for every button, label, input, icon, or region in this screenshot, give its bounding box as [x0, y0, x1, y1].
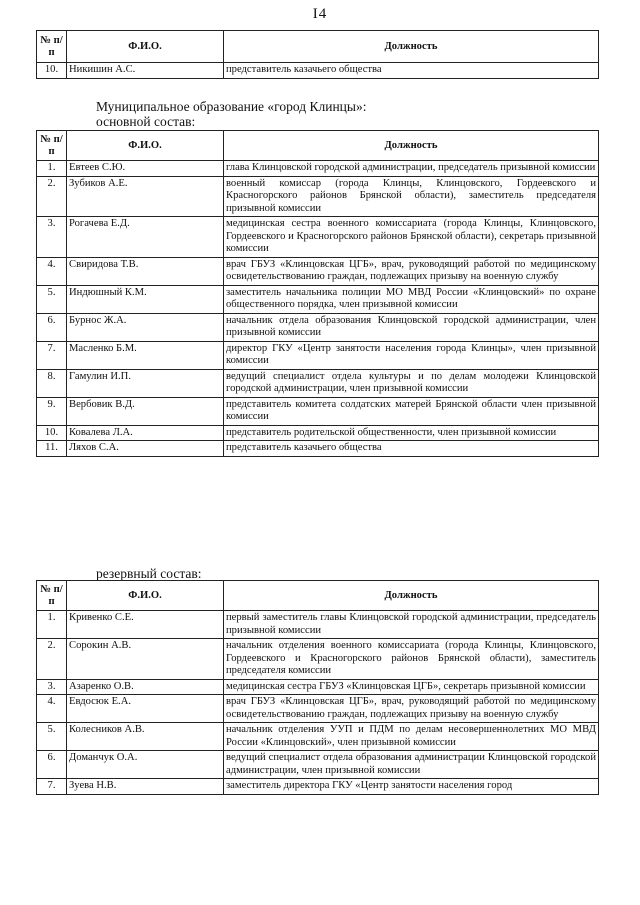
- table-row: [37, 751, 599, 779]
- header-position: Должность: [224, 581, 599, 611]
- row-num: 10.: [37, 425, 67, 441]
- row-position: медицинская сестра военного комиссариата (города Клинцы, Клинцовского, Гордеевского и Красногорского районов Брянской области), секретарь призывной комиссии: [224, 217, 599, 258]
- row-num: 4.: [37, 695, 67, 723]
- row-position: начальник отделения УУП и ПДМ по делам несовершеннолетних МО МВД России «Клинцовский», член призывной комиссии: [224, 723, 599, 751]
- header-position: Должность: [224, 31, 599, 63]
- row-name: Индюшный К.М.: [67, 285, 224, 313]
- table-header-row: [37, 581, 599, 611]
- row-position: начальник отдела образования Клинцовской городской администрации, член призывной комиссии: [224, 313, 599, 341]
- table-header-row: [37, 31, 599, 63]
- row-position: ведущий специалист отдела образования администрации Клинцовской городской администрации, член призывной комиссии: [224, 751, 599, 779]
- row-name: Никишин А.С.: [67, 63, 224, 79]
- table-row: [37, 441, 599, 457]
- table-row: [37, 611, 599, 639]
- table-reserve-composition: [36, 580, 599, 795]
- row-position: военный комиссар (города Клинцы, Клинцовского, Гордеевского и Красногорского районов Брянской области), заместитель председателя призывной комиссии: [224, 176, 599, 217]
- row-position: заместитель начальника полиции МО МВД России «Клинцовский» по охране общественного порядка, член призывной комиссии: [224, 285, 599, 313]
- table-row: [37, 723, 599, 751]
- header-position: Должность: [224, 131, 599, 161]
- row-num: 1.: [37, 161, 67, 177]
- table-row: [37, 257, 599, 285]
- table-row: [37, 63, 599, 79]
- row-position: директор ГКУ «Центр занятости населения города Клинцы», член призывной комиссии: [224, 341, 599, 369]
- row-name: Доманчук О.А.: [67, 751, 224, 779]
- row-num: 7.: [37, 779, 67, 795]
- header-name: Ф.И.О.: [67, 31, 224, 63]
- page-number: I4: [312, 6, 328, 22]
- header-num: № п/п: [37, 31, 67, 63]
- header-name: Ф.И.О.: [67, 581, 224, 611]
- row-name: Свиридова Т.В.: [67, 257, 224, 285]
- table-row: [37, 639, 599, 680]
- row-name: Ковалева Л.А.: [67, 425, 224, 441]
- table-row: [37, 161, 599, 177]
- table-row: [37, 176, 599, 217]
- header-num: № п/п: [37, 581, 67, 611]
- row-name: Кривенко С.Е.: [67, 611, 224, 639]
- row-name: Колесников А.В.: [67, 723, 224, 751]
- table-row: [37, 695, 599, 723]
- table-row: [37, 679, 599, 695]
- table-continuation: [36, 30, 599, 79]
- row-name: Евдосюк Е.А.: [67, 695, 224, 723]
- table-row: [37, 397, 599, 425]
- row-position: начальник отделения военного комиссариата (города Клинцы, Клинцовского, Гордеевского и Красногорского районов Брянской области), заместитель председателя комиссии: [224, 639, 599, 680]
- table-row: [37, 425, 599, 441]
- row-name: Азаренко О.В.: [67, 679, 224, 695]
- row-num: 4.: [37, 257, 67, 285]
- heading-line-2: основной состав:: [96, 114, 196, 129]
- table-row: [37, 779, 599, 795]
- table-header-row: [37, 131, 599, 161]
- row-num: 2.: [37, 639, 67, 680]
- table-main-composition: [36, 130, 599, 457]
- row-name: Зуева Н.В.: [67, 779, 224, 795]
- row-num: 5.: [37, 723, 67, 751]
- row-num: 11.: [37, 441, 67, 457]
- row-position: представитель казачьего общества: [224, 441, 599, 457]
- row-num: 8.: [37, 369, 67, 397]
- row-position: ведущий специалист отдела культуры и по делам молодежи Клинцовской городской администрации, член призывной комиссии: [224, 369, 599, 397]
- table-row: [37, 341, 599, 369]
- heading-line-1: Муниципальное образование «город Клинцы»:: [96, 99, 367, 114]
- row-name: Сорокин А.В.: [67, 639, 224, 680]
- row-num: 3.: [37, 217, 67, 258]
- row-position: медицинская сестра ГБУЗ «Клинцовская ЦГБ», секретарь призывной комиссии: [224, 679, 599, 695]
- row-name: Гамулин И.П.: [67, 369, 224, 397]
- table-row: [37, 313, 599, 341]
- row-position: представитель родительской общественности, член призывной комиссии: [224, 425, 599, 441]
- row-num: 3.: [37, 679, 67, 695]
- row-num: 5.: [37, 285, 67, 313]
- row-name: Евтеев С.Ю.: [67, 161, 224, 177]
- row-num: 7.: [37, 341, 67, 369]
- row-name: Ляхов С.А.: [67, 441, 224, 457]
- row-num: 1.: [37, 611, 67, 639]
- row-position: врач ГБУЗ «Клинцовская ЦГБ», врач, руководящий работой по медицинскому освидетельствованию граждан, подлежащих призыву на военную службу: [224, 695, 599, 723]
- header-num: № п/п: [37, 131, 67, 161]
- section-heading-municipality: [96, 99, 366, 129]
- row-name: Вербовик В.Д.: [67, 397, 224, 425]
- header-name: Ф.И.О.: [67, 131, 224, 161]
- row-name: Рогачева Е.Д.: [67, 217, 224, 258]
- row-num: 10.: [37, 63, 67, 79]
- row-position: врач ГБУЗ «Клинцовская ЦГБ», врач, руководящий работой по медицинскому освидетельствованию граждан, подлежащих призыву на военную службу: [224, 257, 599, 285]
- row-name: Зубиков А.Е.: [67, 176, 224, 217]
- table-row: [37, 217, 599, 258]
- row-num: 6.: [37, 313, 67, 341]
- row-name: Бурнос Ж.А.: [67, 313, 224, 341]
- section-heading-reserve: резервный состав:: [96, 566, 202, 581]
- row-position: заместитель директора ГКУ «Центр занятости населения город: [224, 779, 599, 795]
- table-row: [37, 285, 599, 313]
- row-num: 6.: [37, 751, 67, 779]
- table-row: [37, 369, 599, 397]
- row-name: Масленко Б.М.: [67, 341, 224, 369]
- row-num: 9.: [37, 397, 67, 425]
- row-position: представитель казачьего общества: [224, 63, 599, 79]
- row-position: первый заместитель главы Клинцовской городской администрации, председатель призывной комиссии: [224, 611, 599, 639]
- row-position: представитель комитета солдатских матерей Брянской области член призывной комиссии: [224, 397, 599, 425]
- row-num: 2.: [37, 176, 67, 217]
- row-position: глава Клинцовской городской администрации, председатель призывной комиссии: [224, 161, 599, 177]
